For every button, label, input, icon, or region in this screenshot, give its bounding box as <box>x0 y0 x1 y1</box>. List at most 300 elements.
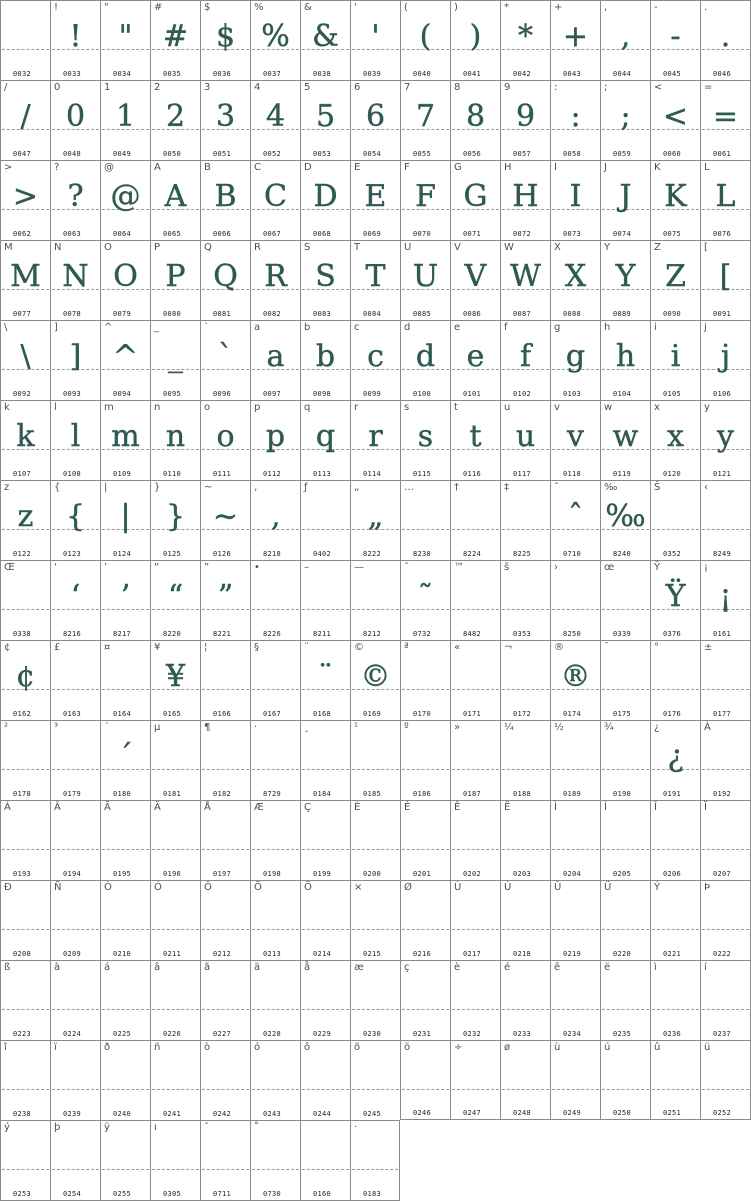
glyph-sample: t <box>469 419 482 454</box>
char-code: 0224 <box>63 1030 82 1038</box>
char-code: 0209 <box>63 950 82 958</box>
glyph-sample <box>51 733 100 781</box>
glyph-cell <box>250 880 300 960</box>
glyph-cell <box>300 960 350 1040</box>
char-code: 0211 <box>163 950 182 958</box>
char-code: 0201 <box>413 870 432 878</box>
glyph-cell <box>0 80 50 160</box>
glyph-sample: " <box>118 19 133 54</box>
glyph-cell <box>250 1040 300 1120</box>
char-label: à <box>54 962 61 973</box>
char-code: 0243 <box>263 1110 282 1118</box>
char-label: ð <box>104 1042 111 1053</box>
glyph-cell <box>350 0 400 80</box>
glyph-cell <box>0 640 50 720</box>
char-code: 0087 <box>513 310 532 318</box>
char-code: 0172 <box>513 710 532 718</box>
glyph-cell <box>0 240 50 320</box>
char-code: 0065 <box>163 230 182 238</box>
char-label: Û <box>554 882 562 893</box>
char-code: 0110 <box>163 470 182 478</box>
char-label: 7 <box>404 82 411 93</box>
glyph-cell <box>350 80 400 160</box>
char-label: ì <box>654 962 657 973</box>
char-label: ª <box>404 642 409 653</box>
glyph-cell <box>400 240 450 320</box>
char-code: 8211 <box>313 630 332 638</box>
char-label: ™ <box>454 562 464 573</box>
char-code: 0082 <box>263 310 282 318</box>
glyph-sample: A <box>164 179 187 214</box>
glyph-cell <box>600 960 650 1040</box>
char-label: ù <box>554 1042 561 1053</box>
char-code: 0251 <box>663 1109 682 1117</box>
glyph-sample <box>601 733 650 781</box>
glyph-sample <box>651 813 700 861</box>
glyph-cell <box>650 480 700 560</box>
char-label: æ <box>354 962 364 973</box>
char-label: * <box>504 2 509 13</box>
glyph-sample <box>351 973 400 1021</box>
char-code: 0338 <box>13 630 32 638</box>
glyph-sample <box>551 973 600 1021</box>
char-code: 0246 <box>413 1109 432 1117</box>
glyph-sample <box>51 1133 100 1181</box>
glyph-sample <box>101 1133 150 1181</box>
char-code: 0108 <box>63 470 82 478</box>
glyph-sample: Q <box>213 259 238 294</box>
char-label: w <box>604 402 613 413</box>
glyph-sample <box>701 493 750 541</box>
glyph-sample: ´ <box>118 739 133 774</box>
glyph-cell <box>650 560 700 640</box>
glyph-cell <box>450 880 500 960</box>
char-label: A <box>154 162 161 173</box>
glyph-sample: x <box>667 419 684 454</box>
char-code: 0036 <box>213 70 232 78</box>
glyph-sample <box>201 813 250 861</box>
glyph-sample <box>101 973 150 1021</box>
char-label: ¢ <box>4 642 11 653</box>
char-code: 0090 <box>663 310 682 318</box>
glyph-cell <box>350 240 400 320</box>
char-code: 0078 <box>63 310 82 318</box>
glyph-sample: & <box>312 19 339 54</box>
glyph-sample: ” <box>217 579 234 614</box>
glyph-sample: J <box>619 179 632 214</box>
char-code: 0096 <box>213 390 232 398</box>
glyph-cell <box>650 400 700 480</box>
char-label: m <box>104 402 114 413</box>
char-code: 0710 <box>563 550 582 558</box>
glyph-cell <box>500 960 550 1040</box>
glyph-cell <box>100 1120 150 1201</box>
glyph-cell <box>600 80 650 160</box>
glyph-cell <box>50 0 100 80</box>
char-code: 0119 <box>613 470 632 478</box>
glyph-sample <box>51 653 100 701</box>
char-code: 0077 <box>13 310 32 318</box>
char-label: ‡ <box>504 482 509 493</box>
char-label: – <box>304 562 309 573</box>
glyph-sample: ¥ <box>165 659 186 694</box>
char-code: 0054 <box>363 150 382 158</box>
char-code: 0226 <box>163 1030 182 1038</box>
char-code: 0118 <box>563 470 582 478</box>
glyph-sample: h <box>615 339 636 374</box>
char-label: Ó <box>154 882 162 893</box>
glyph-sample <box>51 973 100 1021</box>
glyph-cell <box>450 480 500 560</box>
char-code: 0084 <box>363 310 382 318</box>
glyph-sample: ¨ <box>318 659 333 694</box>
char-label: É <box>404 802 411 813</box>
glyph-cell <box>550 400 600 480</box>
char-code: 0063 <box>63 230 82 238</box>
glyph-sample <box>451 733 500 781</box>
glyph-sample <box>251 573 300 621</box>
char-label: 9 <box>504 82 511 93</box>
glyph-cell <box>0 400 50 480</box>
glyph-cell <box>650 640 700 720</box>
glyph-cell <box>0 560 50 640</box>
char-code: 8729 <box>263 790 282 798</box>
char-code: 0050 <box>163 150 182 158</box>
char-code: 0039 <box>363 70 382 78</box>
glyph-cell <box>300 320 350 400</box>
char-label: á <box>104 962 111 973</box>
glyph-cell <box>350 960 400 1040</box>
char-label: q <box>304 402 311 413</box>
char-label: é <box>504 962 511 973</box>
char-label: ú <box>604 1042 611 1053</box>
char-code: 0034 <box>113 70 132 78</box>
glyph-cell <box>50 1040 100 1120</box>
char-label: R <box>254 242 261 253</box>
glyph-cell <box>150 1120 200 1201</box>
glyph-sample <box>351 893 400 941</box>
char-code: 0376 <box>663 630 682 638</box>
glyph-cell <box>550 800 600 880</box>
glyph-sample: D <box>313 179 338 214</box>
char-code: 0184 <box>313 790 332 798</box>
char-label: Ï <box>704 802 707 813</box>
char-label: N <box>54 242 62 253</box>
glyph-sample <box>401 813 450 861</box>
char-label: Ö <box>304 882 312 893</box>
glyph-sample <box>401 893 450 941</box>
glyph-cell <box>500 480 550 560</box>
glyph-sample: X <box>564 259 587 294</box>
glyph-sample <box>351 813 400 861</box>
glyph-sample: ; <box>620 99 631 134</box>
glyph-sample: ^ <box>112 339 139 374</box>
char-label: M <box>4 242 13 253</box>
glyph-sample <box>501 733 550 781</box>
glyph-sample <box>301 733 350 781</box>
glyph-cell <box>100 80 150 160</box>
glyph-sample <box>1 573 50 621</box>
char-label: y <box>704 402 710 413</box>
glyph-cell <box>300 0 350 80</box>
char-label: 8 <box>454 82 461 93</box>
glyph-cell <box>550 240 600 320</box>
char-code: 0196 <box>163 870 182 878</box>
glyph-sample <box>201 1053 250 1101</box>
char-label: Ë <box>504 802 511 813</box>
glyph-sample: v <box>567 419 584 454</box>
glyph-sample <box>651 653 700 701</box>
glyph-sample <box>601 973 650 1021</box>
glyph-sample: b <box>315 339 336 374</box>
glyph-cell <box>350 480 400 560</box>
char-code: 0126 <box>213 550 232 558</box>
glyph-sample: 1 <box>115 99 136 134</box>
glyph-cell <box>500 400 550 480</box>
glyph-cell <box>200 880 250 960</box>
glyph-cell <box>50 400 100 480</box>
glyph-sample: { <box>65 499 86 534</box>
glyph-cell <box>450 320 500 400</box>
glyph-sample: ® <box>560 659 591 694</box>
glyph-sample: 2 <box>165 99 186 134</box>
char-code: 0091 <box>713 310 732 318</box>
glyph-cell <box>200 640 250 720</box>
glyph-cell <box>200 960 250 1040</box>
char-label: þ <box>54 1122 61 1133</box>
char-label: ” <box>204 562 210 573</box>
char-label: " <box>104 2 109 13</box>
char-code: 8224 <box>463 550 482 558</box>
glyph-cell <box>0 1120 50 1201</box>
char-label: 6 <box>354 82 361 93</box>
char-code: 0174 <box>563 710 582 718</box>
glyph-sample <box>1 813 50 861</box>
char-label: D <box>304 162 312 173</box>
glyph-cell <box>400 560 450 640</box>
char-label: z <box>4 482 10 493</box>
glyph-sample: E <box>364 179 387 214</box>
glyph-cell <box>400 720 450 800</box>
char-label: È <box>354 802 361 813</box>
char-code: 0205 <box>613 870 632 878</box>
glyph-cell <box>250 240 300 320</box>
char-label: § <box>254 642 259 653</box>
char-label: Ã <box>104 802 111 813</box>
char-label: \ <box>4 322 8 333</box>
glyph-sample: ) <box>469 19 482 54</box>
glyph-sample <box>551 573 600 621</box>
glyph-cell <box>50 720 100 800</box>
char-code: 8225 <box>513 550 532 558</box>
glyph-cell <box>700 240 751 320</box>
glyph-cell <box>300 240 350 320</box>
glyph-sample: P <box>165 259 186 294</box>
glyph-cell <box>450 240 500 320</box>
char-label: Ä <box>154 802 161 813</box>
glyph-sample: ˆ <box>568 499 583 534</box>
glyph-cell <box>600 880 650 960</box>
glyph-sample <box>251 1133 300 1181</box>
glyph-cell <box>650 240 700 320</box>
glyph-sample: V <box>464 259 487 294</box>
char-label: Î <box>654 802 657 813</box>
char-label: © <box>354 642 364 653</box>
char-label: O <box>104 242 112 253</box>
glyph-sample: - <box>670 19 681 54</box>
glyph-cell <box>550 480 600 560</box>
char-label: Š <box>654 482 661 493</box>
char-code: 0402 <box>313 550 332 558</box>
glyph-cell <box>550 1040 600 1120</box>
char-label: ë <box>604 962 611 973</box>
char-label: ˜ <box>404 562 409 573</box>
glyph-sample <box>701 653 750 701</box>
glyph-sample: 0 <box>65 99 86 134</box>
glyph-sample <box>701 813 750 861</box>
glyph-sample: Z <box>665 259 686 294</box>
glyph-cell <box>100 320 150 400</box>
glyph-cell <box>600 240 650 320</box>
char-code: 0212 <box>213 950 232 958</box>
char-code: 0254 <box>63 1190 82 1198</box>
glyph-cell <box>700 80 751 160</box>
glyph-sample <box>701 893 750 941</box>
glyph-cell <box>50 640 100 720</box>
char-code: 0244 <box>313 1110 332 1118</box>
glyph-sample: \ <box>20 339 31 374</box>
char-label: • <box>254 562 260 573</box>
char-code: 0073 <box>563 230 582 238</box>
glyph-cell <box>700 960 751 1040</box>
char-label: | <box>104 482 108 493</box>
glyph-cell <box>150 800 200 880</box>
char-code: 0177 <box>713 710 732 718</box>
char-label: x <box>654 402 660 413</box>
char-code: 0203 <box>513 870 532 878</box>
char-code: 0187 <box>463 790 482 798</box>
glyph-sample <box>601 893 650 941</box>
char-code: 0075 <box>663 230 682 238</box>
char-label: ) <box>454 2 458 13</box>
char-code: 0223 <box>13 1030 32 1038</box>
glyph-sample: ' <box>371 19 380 54</box>
char-code: 0161 <box>713 630 732 638</box>
glyph-sample <box>351 1053 400 1101</box>
glyph-cell <box>100 800 150 880</box>
char-label: › <box>554 562 558 573</box>
glyph-sample: 8 <box>465 99 486 134</box>
char-label: Ð <box>4 882 12 893</box>
char-code: 0711 <box>213 1190 232 1198</box>
char-code: 0228 <box>263 1030 282 1038</box>
char-code: 0070 <box>413 230 432 238</box>
glyph-sample <box>501 653 550 701</box>
char-label: ‚ <box>254 482 258 493</box>
char-code: 0245 <box>363 1110 382 1118</box>
char-label: ˇ <box>204 1122 209 1133</box>
glyph-cell <box>150 640 200 720</box>
glyph-sample <box>151 813 200 861</box>
glyph-sample: 3 <box>215 99 236 134</box>
glyph-cell <box>200 160 250 240</box>
char-code: 0178 <box>13 790 32 798</box>
char-code: 0231 <box>413 1030 432 1038</box>
char-code: 0167 <box>263 710 282 718</box>
char-code: 0160 <box>313 1190 332 1198</box>
char-label: = <box>704 82 713 93</box>
char-label: % <box>254 2 264 13</box>
char-code: 0170 <box>413 710 432 718</box>
char-label: ƒ <box>304 482 308 493</box>
glyph-sample: C <box>264 179 287 214</box>
glyph-sample <box>451 653 500 701</box>
glyph-sample: 5 <box>315 99 336 134</box>
glyph-cell <box>650 80 700 160</box>
char-label: ÷ <box>454 1042 463 1053</box>
glyph-sample <box>151 893 200 941</box>
char-code: 0043 <box>563 70 582 78</box>
char-code: 0067 <box>263 230 282 238</box>
char-code: 0053 <box>313 150 332 158</box>
char-label: Ü <box>604 882 612 893</box>
char-label: · <box>254 722 258 733</box>
glyph-cell <box>700 400 751 480</box>
glyph-cell <box>650 320 700 400</box>
glyph-sample <box>601 573 650 621</box>
glyph-sample <box>301 813 350 861</box>
char-code: 0213 <box>263 950 282 958</box>
char-code: 0229 <box>313 1030 332 1038</box>
char-code: 0057 <box>513 150 532 158</box>
char-code: 0255 <box>113 1190 132 1198</box>
char-code: 0101 <box>463 390 482 398</box>
glyph-cell <box>200 400 250 480</box>
glyph-cell <box>500 160 550 240</box>
glyph-sample <box>251 813 300 861</box>
glyph-sample: a <box>266 339 285 374</box>
char-code: 0045 <box>663 70 682 78</box>
char-code: 0093 <box>63 390 82 398</box>
glyph-cell <box>550 720 600 800</box>
glyph-cell <box>300 400 350 480</box>
char-label: ¿ <box>654 722 660 733</box>
char-label: £ <box>54 642 61 653</box>
char-code: 8230 <box>413 550 432 558</box>
char-code: 0109 <box>113 470 132 478</box>
char-code: 0125 <box>163 550 182 558</box>
char-code: 0060 <box>663 150 682 158</box>
char-label: · <box>354 1122 358 1133</box>
glyph-cell <box>250 1120 300 1201</box>
char-code: 0194 <box>63 870 82 878</box>
char-code: 0116 <box>463 470 482 478</box>
glyph-sample: 4 <box>265 99 286 134</box>
char-code: 0217 <box>463 950 482 958</box>
char-label: P <box>154 242 161 253</box>
glyph-cell <box>700 0 751 80</box>
char-code: 0044 <box>613 70 632 78</box>
glyph-cell <box>350 160 400 240</box>
char-code: 0100 <box>413 390 432 398</box>
char-code: 8222 <box>363 550 382 558</box>
glyph-sample <box>301 1133 350 1181</box>
glyph-sample: K <box>664 179 687 214</box>
glyph-sample <box>501 893 550 941</box>
glyph-cell <box>450 800 500 880</box>
glyph-sample <box>1 13 50 61</box>
char-code: 0183 <box>363 1190 382 1198</box>
